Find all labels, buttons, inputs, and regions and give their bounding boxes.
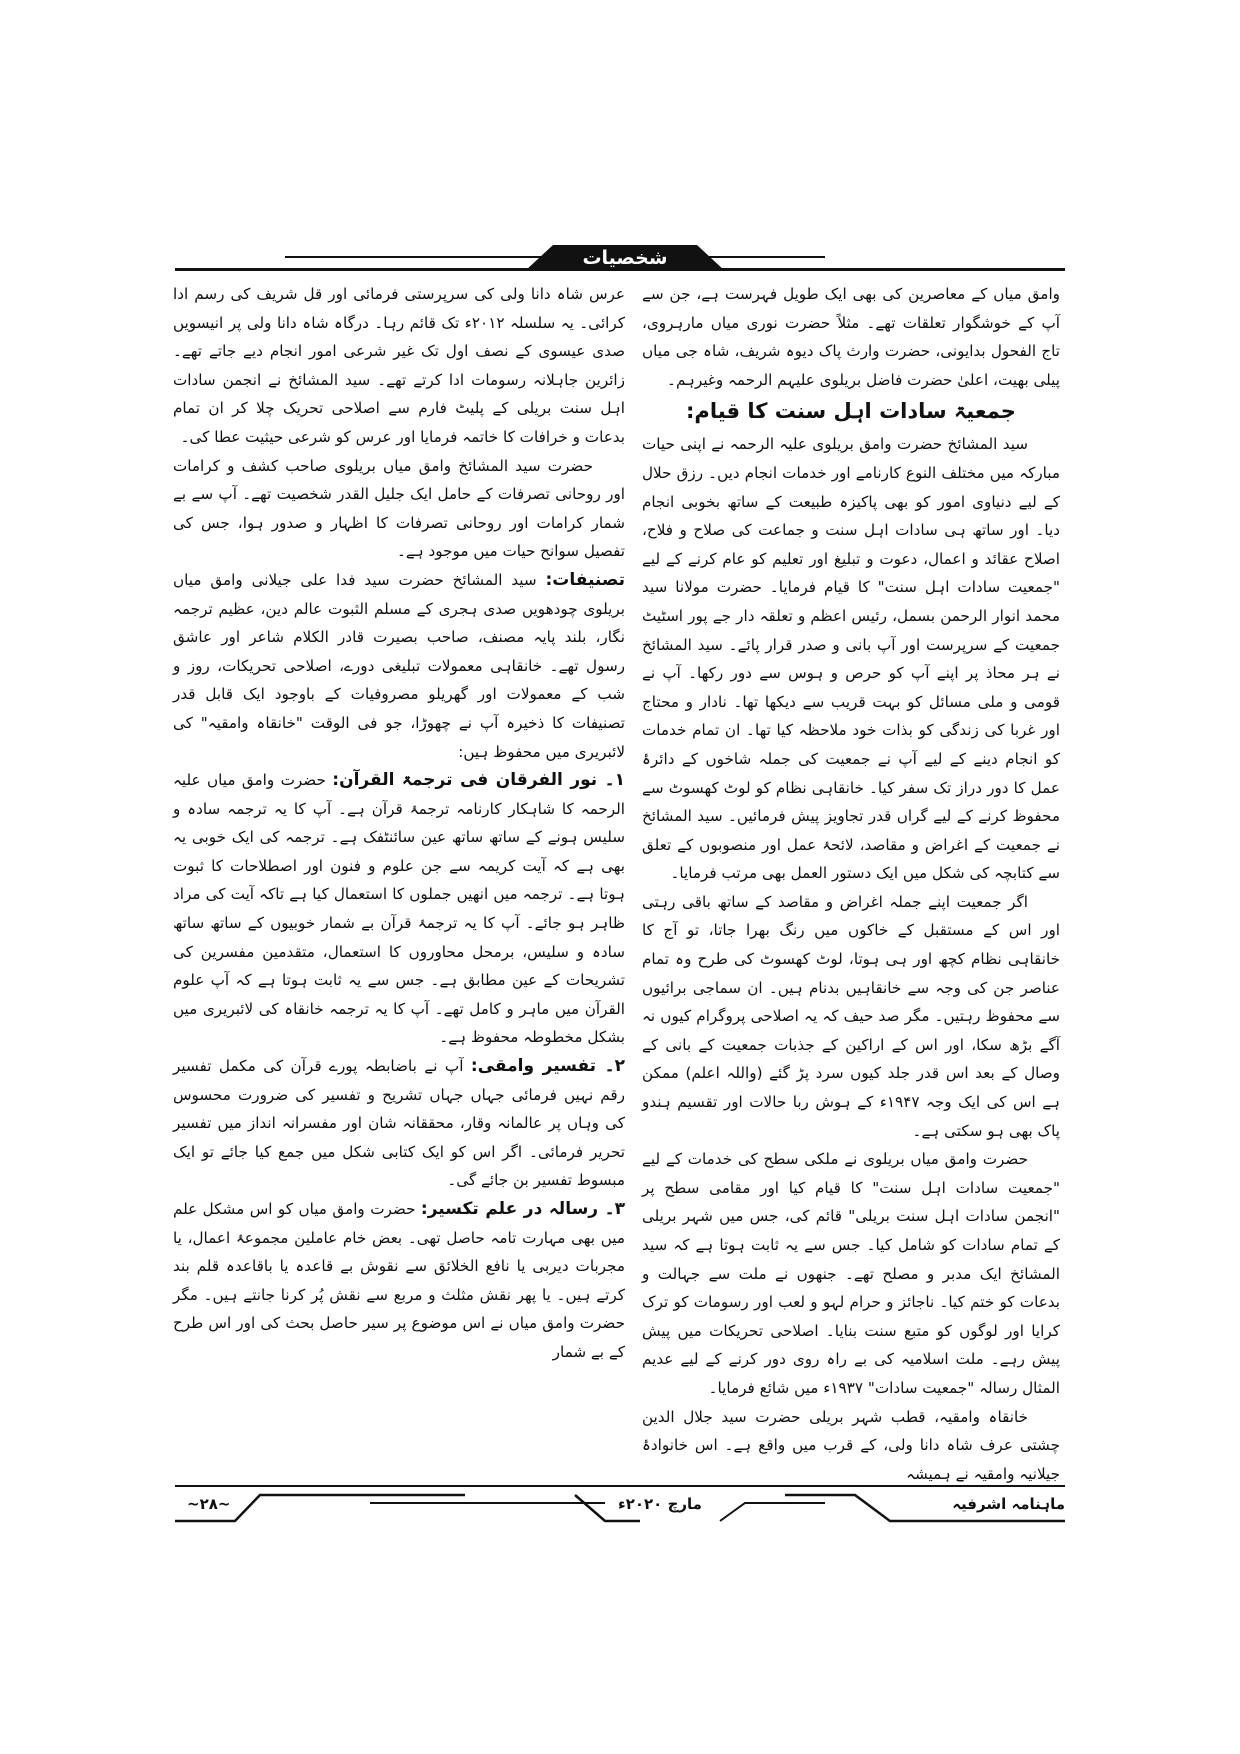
- left-column: [173, 280, 625, 1367]
- section-header: [175, 245, 1065, 275]
- paragraph: حضرت وامق میاں بریلوی نے ملکی سطح کی خدمات کے لیے "جمعیت سادات اہل سنت" کا قیام کیا اور مقامی سطح پر "انجمن سادات اہل سنت بریلی" قائم کی، جس میں شہر بریلی کے تمام سادات کو شامل کیا۔ جس سے یہ ثابت ہوتا ہے کہ سید المشائخ ایک مدبر و مصلح تھے۔ جنھوں نے ملت سے جہالت و بدعات کو ختم کیا۔ ناجائز و حرام لہو و لعب اور رسومات کو ترک کرایا اور لوگوں کو متبع سنت بنایا۔ اصلاحی تحریکات میں پیش پیش رہے۔ ملت اسلامیہ کی بے راہ روی دور کرنے کے لیے عدیم المثال رسالہ "جمعیت سادات" ۱۹۳۷ء میں شائع فرمایا۔: [642, 1150, 1060, 1397]
- paragraph-text: آپ نے باضابطہ پورے قرآن کی مکمل تفسیر رقم نہیں فرمائی جہاں جہاں تشریح و تفسیر کی ضرورت محسوس کی وہاں پر عالمانہ وقار، محققانہ شان اور مفسرانہ انداز میں تفسیر تحریر فرمائی۔ اگر اس کو ایک کتابی شکل میں جمع کیا جائے تو ایک مبسوط تفسیر بن جائے گی۔: [173, 1057, 625, 1190]
- issue-date: مارچ ۲۰۲۰ء: [618, 1495, 702, 1513]
- paragraph-tasnifat: [173, 566, 625, 766]
- page-footer: [175, 1483, 1065, 1525]
- paragraph: سید المشائخ حضرت وامق بریلوی علیہ الرحمہ نے اپنی حیات مبارکہ میں مختلف النوع کارنامے اور خدمات انجام دیں۔ رزق حلال کے لیے دنیاوی امور کو بھی پاکیزہ طبیعت کے ساتھ بخوبی انجام دیا۔ اور ساتھ ہی سادات اہل سنت و جماعت کی صلاح و فلاح، اصلاح عقائد و اعمال، دعوت و تبلیغ اور تعلیم کو عام کرنے کے لیے "جمعیت سادات اہل سنت" کا قیام فرمایا۔ حضرت مولانا سید محمد انوار الرحمن بسمل، رئیس اعظم و تعلقہ دار جے پور اسٹیٹ جمعیت کے سرپرست اور آپ بانی و صدر قرار پائے۔ سید المشائخ نے ہر محاذ پر اپنے آپ کو حرص و ہوس سے دور رکھا۔ آپ نے قومی و ملی مسائل کو بہت قریب سے دیکھا تھا۔ نادار و محتاج اور غربا کی زندگی کو بذات خود ملاحظہ کیا تھا۔ ان تمام خدمات کو انجام دینے کے لیے آپ نے جمعیت کی جملہ شاخوں کے دائرۂ عمل کا دور دراز تک سفر کیا۔ خانقاہی نظام کو لوٹ کھسوٹ سے محفوظ کرنے کے لیے گراں قدر تجاویز پیش فرمائیں۔ سید المشائخ نے جمعیت کے اغراض و مقاصد، لائحۂ عمل اور منصوبوں کے تعلق سے کتابچہ کی شکل میں ایک دستور العمل بھی مرتب فرمایا۔: [642, 435, 1060, 883]
- list-item: [173, 1195, 625, 1367]
- subheading-tasnifat: تصنیفات:: [545, 569, 625, 590]
- subheading-risala-taksir: ۳۔ رسالہ در علم تکسیر:: [420, 1199, 625, 1219]
- right-column: [642, 280, 1060, 1488]
- paragraph-text: حضرت وامق میاں کو اس مشکل علم میں بھی مہارت تامہ حاصل تھی۔ بعض خام عاملین مجموعۂ اعمال، یا مجربات دیربی یا نافع الخلائق سے نقوش بے قاعدہ یا باقاعدہ قلم بند کرتے ہیں۔ یا پھر نقش مثلث و مربع سے نقش پُر کرنا جانتے ہیں۔ مگر حضرت وامق میاں نے اس موضوع پر سیر حاصل بحث کی اور اس طرح کے بے شمار: [173, 1200, 625, 1361]
- section-title: شخصیات: [582, 247, 668, 269]
- paragraph-text: سید المشائخ حضرت سید فدا علی جیلانی وامق میاں بریلوی چودھویں صدی ہجری کے مسلم الثبوت عالم دین، عظیم ترجمہ نگار، بلند پایہ مصنف، صاحب بصیرت قادر الکلام شاعر اور عاشق رسول تھے۔ خانقاہی معمولات تبلیغی دورے، اصلاحی تحریکات، روز و شب کے معمولات اور گھریلو مصروفیات کے باوجود ایک قابل قدر تصنیفات کا ذخیرہ آپ نے چھوڑا، جو فی الوقت "خانقاہ وامقیہ" کی لائبریری میں محفوظ ہیں:: [173, 570, 625, 761]
- subheading-noor-ul-furqan: ۱۔ نور الفرقان فی ترجمۃ القرآن:: [332, 770, 625, 791]
- page-number: ~۲۸~: [187, 1495, 231, 1513]
- article-heading: جمعیۃ سادات اہل سنت کا قیام:: [686, 399, 1016, 424]
- paragraph: اگر جمعیت اپنے جملہ اغراض و مقاصد کے ساتھ باقی رہتی اور اس کے مستقبل کے خاکوں میں رنگ بھرا جاتا، تو آج کا خانقاہی نظام کچھ اور ہی ہوتا، لوٹ کھسوٹ کی طرح وہ تمام عناصر جن کی وجہ سے خانقاہیں بدنام ہیں۔ ان سماجی برائیوں سے محفوظ رہتیں۔ مگر صد حیف کہ یہ اصلاحی پروگرام کیوں نہ آگے بڑھ سکا، اور اس کے اراکین کے جذبات جمعیت کے بانی کے وصال کے بعد اس قدر جلد کیوں سرد پڑ گئے (واللہ اعلم) ممکن ہے اس کی ایک وجہ ۱۹۴۷ء کے ہوش ربا حالات اور تقسیم ہندو پاک بھی ہو سکتی ہے۔: [642, 892, 1060, 1140]
- paragraph: خانقاہ وامقیہ، قطب شہر بریلی حضرت سید جلال الدین چشتی عرف شاہ دانا ولی، کے قرب میں واقع ہے۔ اس خانوادۂ جیلانیہ وامقیہ نے ہمیشہ: [642, 1407, 1060, 1483]
- paragraph-text: حضرت وامق میاں علیہ الرحمہ کا شاہکار کارنامہ ترجمۂ قرآن ہے۔ آپ کا یہ ترجمہ سادہ و سلیس ہونے کے ساتھ ساتھ عین سائنٹفک ہے۔ ترجمہ کی ایک خوبی یہ بھی ہے کہ آیت کریمہ سے جن علوم و فنون اور اصطلاحات کا ثبوت ہوتا ہے۔ ترجمہ میں انھیں جملوں کا استعمال کیا ہے تاکہ آیت کی مراد ظاہر ہو جائے۔ آپ کا یہ ترجمۂ قرآن بے شمار خوبیوں کے ساتھ ساتھ سادہ و سلیس، برمحل محاوروں کا استعمال، متقدمین مفسرین کی تشریحات کے عین مطابق ہے۔ جس سے یہ ثابت ہوتا ہے کہ آپ علوم القرآن میں ماہر و کامل تھے۔ آپ کا یہ ترجمہ خانقاہ کی لائبریری میں بشکل مخطوطہ محفوظ ہے۔: [173, 771, 625, 1047]
- paragraph: وامق میاں کے معاصرین کی بھی ایک طویل فہرست ہے، جن سے آپ کے خوشگوار تعلقات تھے۔ مثلاً حضرت نوری میاں مارہروی، تاج الفحول بدایونی، حضرت وارث پاک دیوہ شریف، شاہ جی میاں پیلی بھیت، اعلیٰ حضرت فاضل بریلوی علیہم الرحمہ وغیرہم۔: [642, 285, 1060, 389]
- paragraph: عرس شاہ دانا ولی کی سرپرستی فرمائی اور قل شریف کی رسم ادا کرائی۔ یہ سلسلہ ۲۰۱۲ء تک قائم رہا۔ درگاہ شاہ دانا ولی پر انیسویں صدی عیسوی کے نصف اول تک غیر شرعی امور انجام دیے جاتے تھے۔ زائرین جاہلانہ رسومات ادا کرتے تھے۔ سید المشائخ نے انجمن سادات اہل سنت بریلی کے پلیٹ فارم سے اصلاحی تحریک چلا کر ان تمام بدعات و خرافات کا خاتمہ فرمایا اور عرس کو شرعی حیثیت عطا کی۔: [173, 285, 625, 446]
- magazine-name: ماہنامہ اشرفیہ: [952, 1495, 1065, 1513]
- paragraph: حضرت سید المشائخ وامق میاں بریلوی صاحب کشف و کرامات اور روحانی تصرفات کے حامل ایک جلیل القدر شخصیت تھے۔ آپ سے بے شمار کرامات اور روحانی تصرفات کا اظہار و صدور ہوا، جس کی تفصیل سوانح حیات میں موجود ہے۔: [173, 456, 625, 561]
- subheading-tafseer-wamiqi: ۲۔ تفسیر وامقی:: [470, 1056, 625, 1077]
- list-item: [173, 1052, 625, 1195]
- list-item: [173, 766, 625, 1052]
